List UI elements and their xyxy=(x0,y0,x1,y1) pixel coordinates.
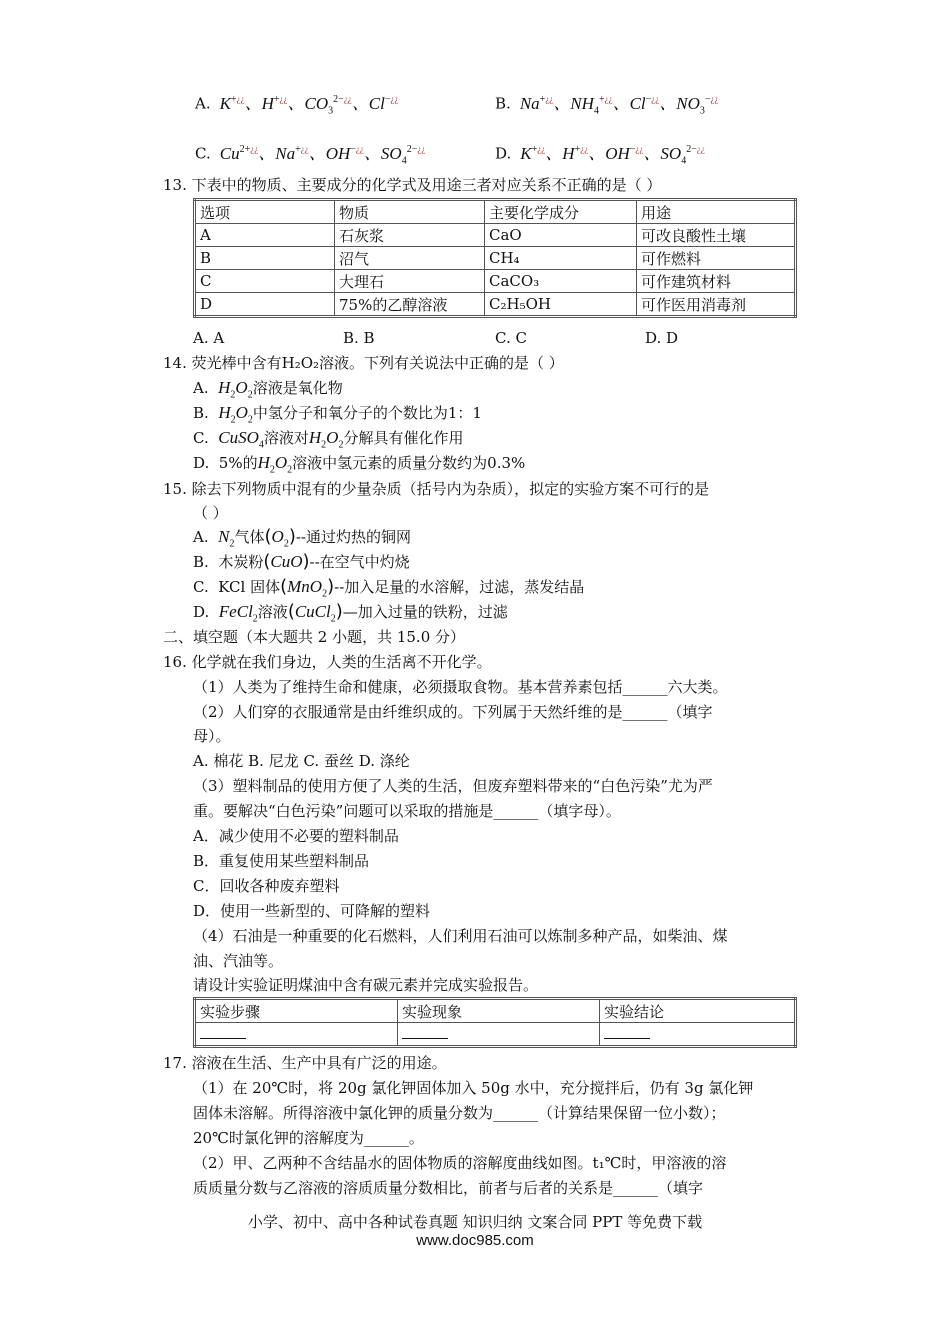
table-cell: CaCO₃ xyxy=(485,270,637,293)
q13-stem: 13. 下表中的物质、主要成分的化学式及用途三者对应关系不正确的是（ ） xyxy=(163,176,662,194)
answer-blank-cell xyxy=(195,1023,398,1047)
q14-option-c: C. CuSO$_4$溶液对$H_2O_2$分解具有催化作用 xyxy=(193,428,464,451)
table-row xyxy=(195,270,796,293)
table-cell: C xyxy=(195,270,335,293)
table-cell: 实验现象 xyxy=(398,999,600,1023)
table-row xyxy=(195,247,796,270)
table-cell: 物质 xyxy=(335,200,485,224)
section-heading: 二、填空题（本大题共 2 小题，共 15.0 分） xyxy=(163,628,466,646)
table-cell: D xyxy=(195,293,335,317)
answer-blank[interactable] xyxy=(200,1026,246,1039)
q16-part2-cont: 母）。 xyxy=(193,727,231,745)
q17-part2: （2）甲、乙两种不含结晶水的固体物质的溶解度曲线如图。t₁℃时，甲溶液的溶 xyxy=(193,1154,727,1172)
q16-part2-options: A. 棉花 B. 尼龙 C. 蚕丝 D. 涤纶 xyxy=(193,752,410,770)
answer-blank[interactable] xyxy=(604,1026,650,1039)
table-cell: CH₄ xyxy=(485,247,637,270)
q14-stem: 14. 荧光棒中含有H₂O₂溶液。下列有关说法中正确的是（ ） xyxy=(163,354,564,372)
q15-option-d: D. FeCl$_2$溶液(CuCl$_2$)—加入过量的铁粉，过滤 xyxy=(193,601,508,625)
q16-part2: （2）人们穿的衣服通常是由纤维织成的。下列属于天然纤维的是______（填字 xyxy=(193,703,713,721)
q14-option-b: B. $H_2O_2$中氢分子和氧分子的个数比为1：1 xyxy=(193,403,482,426)
q15-option-a: A. $N_2$气体$(O_2)--$通过灼热的铜网 xyxy=(193,526,411,550)
table-cell: 主要化学成分 xyxy=(485,200,637,224)
q15-stem: 15. 除去下列物质中混有的少量杂质（括号内为杂质），拟定的实验方案不可行的是 xyxy=(163,480,710,498)
q12-option-c: C. $Cu^{2+¿¿}$、Na+¿¿、OH−¿¿、$SO_4^{2-¿¿}$ xyxy=(195,143,426,167)
table-header-row xyxy=(195,999,796,1023)
footer-url[interactable]: www.doc985.com xyxy=(416,1232,534,1249)
table-row xyxy=(195,224,796,247)
footer-text: 小学、初中、高中各种试卷真题 知识归纳 文案合同 PPT 等免费下载 xyxy=(247,1213,703,1231)
q13-choice-a: A. A xyxy=(193,329,225,347)
q16-part3-option-a: A．减少使用不必要的塑料制品 xyxy=(193,827,399,845)
q17-part1-cont: 固体未溶解。所得溶液中氯化钾的质量分数为______（计算结果保留一位小数）； xyxy=(193,1104,726,1122)
option-letter: B. xyxy=(495,94,511,113)
q14-option-d: D. 5%的$H_2O_2$溶液中氢元素的质量分数约为0.3% xyxy=(193,453,526,476)
q12-option-d: D. K+¿¿、H+¿¿、OH−¿¿、$SO_4^{2-¿¿}$ xyxy=(495,143,705,167)
q17-stem: 17. 溶液在生活、生产中具有广泛的用途。 xyxy=(163,1054,447,1072)
q16-part4-instruction: 请设计实验证明煤油中含有碳元素并完成实验报告。 xyxy=(193,976,539,994)
answer-blank[interactable] xyxy=(402,1026,448,1039)
q16-part3: （3）塑料制品的使用方便了人类的生活，但废弃塑料带来的“白色污染”尤为严 xyxy=(193,777,713,795)
table-cell: 用途 xyxy=(637,200,796,224)
option-letter: C. xyxy=(195,144,211,163)
q12-option-a: A. K+¿¿、H+¿¿、$CO_3^{2-¿¿}$、Cl−¿¿ xyxy=(195,93,399,117)
table-cell: 可作燃料 xyxy=(637,247,796,270)
table-cell: 选项 xyxy=(195,200,335,224)
table-cell: 沼气 xyxy=(335,247,485,270)
table-cell: 可作建筑材料 xyxy=(637,270,796,293)
q16-part3-cont: 重。要解决“白色污染”问题可以采取的措施是______（填字母）。 xyxy=(193,802,621,820)
table-cell: CaO xyxy=(485,224,637,247)
table-row xyxy=(195,1023,796,1047)
q16-part1: （1）人类为了维持生命和健康，必须摄取食物。基本营养素包括______六大类。 xyxy=(193,678,728,696)
table-cell: B xyxy=(195,247,335,270)
option-letter: D. xyxy=(495,144,512,163)
q15-option-c: C. KCl 固体(MnO$_2$)--加入足量的水溶解，过滤，蒸发结晶 xyxy=(193,576,585,600)
q13-choice-b: B. B xyxy=(343,329,375,347)
table-header-row xyxy=(195,200,796,224)
q17-part1: （1）在 20℃时，将 20g 氯化钾固体加入 50g 水中，充分搅拌后，仍有 3g 氯化钾 xyxy=(193,1079,754,1097)
q16-part3-option-c: C．回收各种废弃塑料 xyxy=(193,877,340,895)
table-cell: 石灰浆 xyxy=(335,224,485,247)
table-cell: 75%的乙醇溶液 xyxy=(335,293,485,317)
q15-stem-cont: （ ） xyxy=(193,504,228,522)
q17-part2-cont: 质质量分数与乙溶液的溶质质量分数相比，前者与后者的关系是______（填字 xyxy=(193,1179,704,1197)
q15-option-b: B. 木炭粉(CuO)--在空气中灼烧 xyxy=(193,551,410,572)
q13-choice-c: C. C xyxy=(495,329,527,347)
option-letter: A. xyxy=(195,94,211,113)
q14-option-a: A. $H_2O_2$溶液是氧化物 xyxy=(193,378,343,401)
answer-blank-cell xyxy=(398,1023,600,1047)
q17-part1-cont2: 20℃时氯化钾的溶解度为______。 xyxy=(193,1129,424,1147)
table-cell: C₂H₅OH xyxy=(485,293,637,317)
q16-stem: 16. 化学就在我们身边，人类的生活离不开化学。 xyxy=(163,653,492,671)
table-cell: 可改良酸性土壤 xyxy=(637,224,796,247)
table-row xyxy=(195,293,796,317)
q13-table xyxy=(193,198,797,318)
table-cell: 实验步骤 xyxy=(195,999,398,1023)
q16-part4-cont: 油、汽油等。 xyxy=(193,952,284,970)
q16-part3-option-d: D．使用一些新型的、可降解的塑料 xyxy=(193,902,431,920)
table-cell: 可作医用消毒剂 xyxy=(637,293,796,317)
table-cell: 大理石 xyxy=(335,270,485,293)
q13-choice-d: D. D xyxy=(645,329,679,347)
q12-option-b: B. Na+¿¿、$NH_4^{+¿¿}$、Cl−¿¿、$NO_3^{-¿¿}$ xyxy=(495,93,719,117)
table-cell: 实验结论 xyxy=(600,999,796,1023)
answer-blank-cell xyxy=(600,1023,796,1047)
q16-part4: （4）石油是一种重要的化石燃料，人们利用石油可以炼制多种产品，如柴油、煤 xyxy=(193,927,728,945)
experiment-report-table xyxy=(193,997,797,1048)
table-cell: A xyxy=(195,224,335,247)
q16-part3-option-b: B．重复使用某些塑料制品 xyxy=(193,852,370,870)
